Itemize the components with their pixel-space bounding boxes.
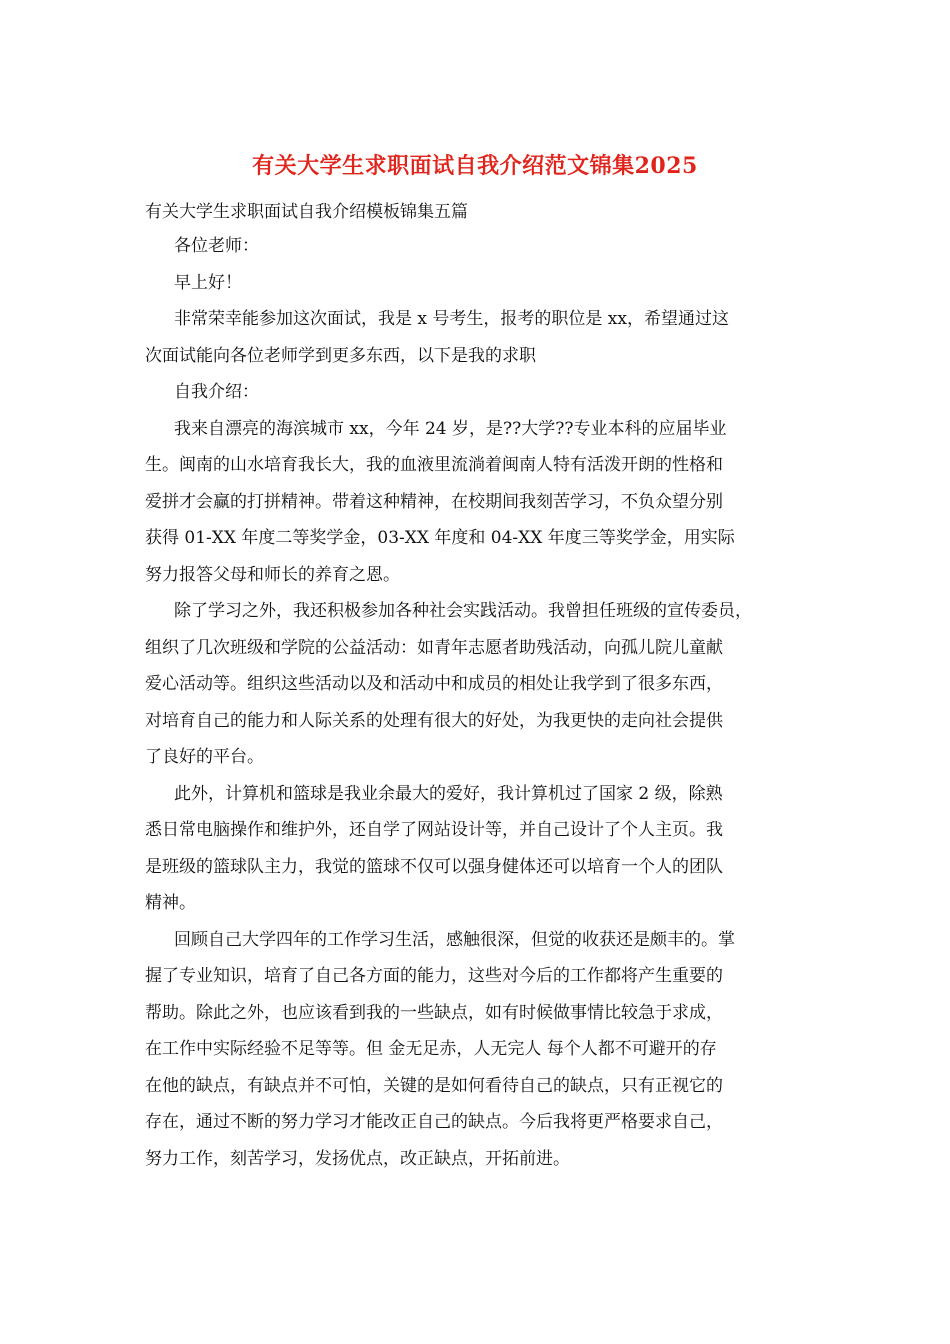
text-line: 获得 01-XX 年度二等奖学金，03-XX 年度和 04-XX 年度三等奖学金，用实际 [145, 528, 735, 548]
text-line: 在工作中实际经验不足等等。但 金无足赤，人无完人 每个人都不可避开的存 [145, 1039, 717, 1059]
text-line: 帮助。除此之外，也应该看到我的一些缺点，如有时候做事情比较急于求成， [145, 1002, 723, 1023]
text-line: 对培育自己的能力和人际关系的处理有很大的好处，为我更快的走向社会提供 [145, 710, 723, 731]
text-line: 精神。 [145, 893, 196, 913]
text-line: 爱拼才会赢的打拼精神。带着这种精神，在校期间我刻苦学习，不负众望分别 [145, 491, 723, 512]
text-line: 存在，通过不断的努力学习才能改正自己的缺点。今后我将更严格要求自己， [145, 1112, 723, 1132]
text-line: 努力工作，刻苦学习，发扬优点，改正缺点，开拓前进。 [145, 1148, 570, 1169]
text-line: 组织了几次班级和学院的公益活动：如青年志愿者助残活动，向孤儿院儿童献 [145, 637, 723, 658]
text-line: 除了学习之外，我还积极参加各种社会实践活动。我曾担任班级的宣传委员， [174, 601, 752, 621]
text-line: 是班级的篮球队主力，我觉的篮球不仅可以强身健体还可以培育一个人的团队 [145, 856, 723, 877]
document-subtitle: 有关大学生求职面试自我介绍模板锦集五篇 [145, 202, 468, 222]
paragraph-hobbies [145, 776, 825, 922]
paragraph-reflection [145, 922, 825, 1178]
paragraph-morning [145, 265, 825, 302]
text-line: 各位老师： [174, 236, 259, 256]
text-line: 在他的缺点，有缺点并不可怕，关键的是如何看待自己的缺点，只有正视它的 [145, 1075, 723, 1096]
text-line: 次面试能向各位老师学到更多东西，以下是我的求职 [145, 345, 536, 366]
document-body [145, 228, 825, 1177]
text-line: 握了专业知识，培育了自己各方面的能力，这些对今后的工作都将产生重要的 [145, 966, 723, 986]
paragraph-background [145, 411, 825, 594]
paragraph-intro [145, 301, 825, 374]
text-line: 努力报答父母和师长的养育之恩。 [145, 564, 400, 585]
text-line: 生。闽南的山水培育我长大，我的血液里流淌着闽南人特有活泼开朗的性格和 [145, 455, 723, 475]
text-line: 早上好！ [174, 272, 242, 293]
paragraph-greeting [145, 228, 825, 265]
paragraph-self-intro-label [145, 374, 825, 411]
text-line: 自我介绍： [174, 382, 259, 402]
text-line: 非常荣幸能参加这次面试，我是 x 号考生，报考的职位是 xx，希望通过这 [174, 309, 729, 329]
text-line: 了良好的平台。 [145, 747, 264, 767]
text-line: 我来自漂亮的海滨城市 xx，今年 24 岁，是??大学??专业本科的应届毕业 [174, 418, 727, 439]
text-line: 回顾自己大学四年的工作学习生活，感触很深，但觉的收获还是颇丰的。掌 [174, 929, 735, 950]
text-line: 悉日常电脑操作和维护外，还自学了网站设计等，并自己设计了个人主页。我 [145, 820, 723, 840]
text-line: 此外，计算机和篮球是我业余最大的爱好，我计算机过了国家 2 级，除熟 [174, 783, 723, 804]
document-title: 有关大学生求职面试自我介绍范文锦集2025 [252, 153, 698, 179]
text-line: 爱心活动等。组织这些活动以及和活动中和成员的相处让我学到了很多东西， [145, 674, 723, 694]
paragraph-activities [145, 593, 825, 776]
